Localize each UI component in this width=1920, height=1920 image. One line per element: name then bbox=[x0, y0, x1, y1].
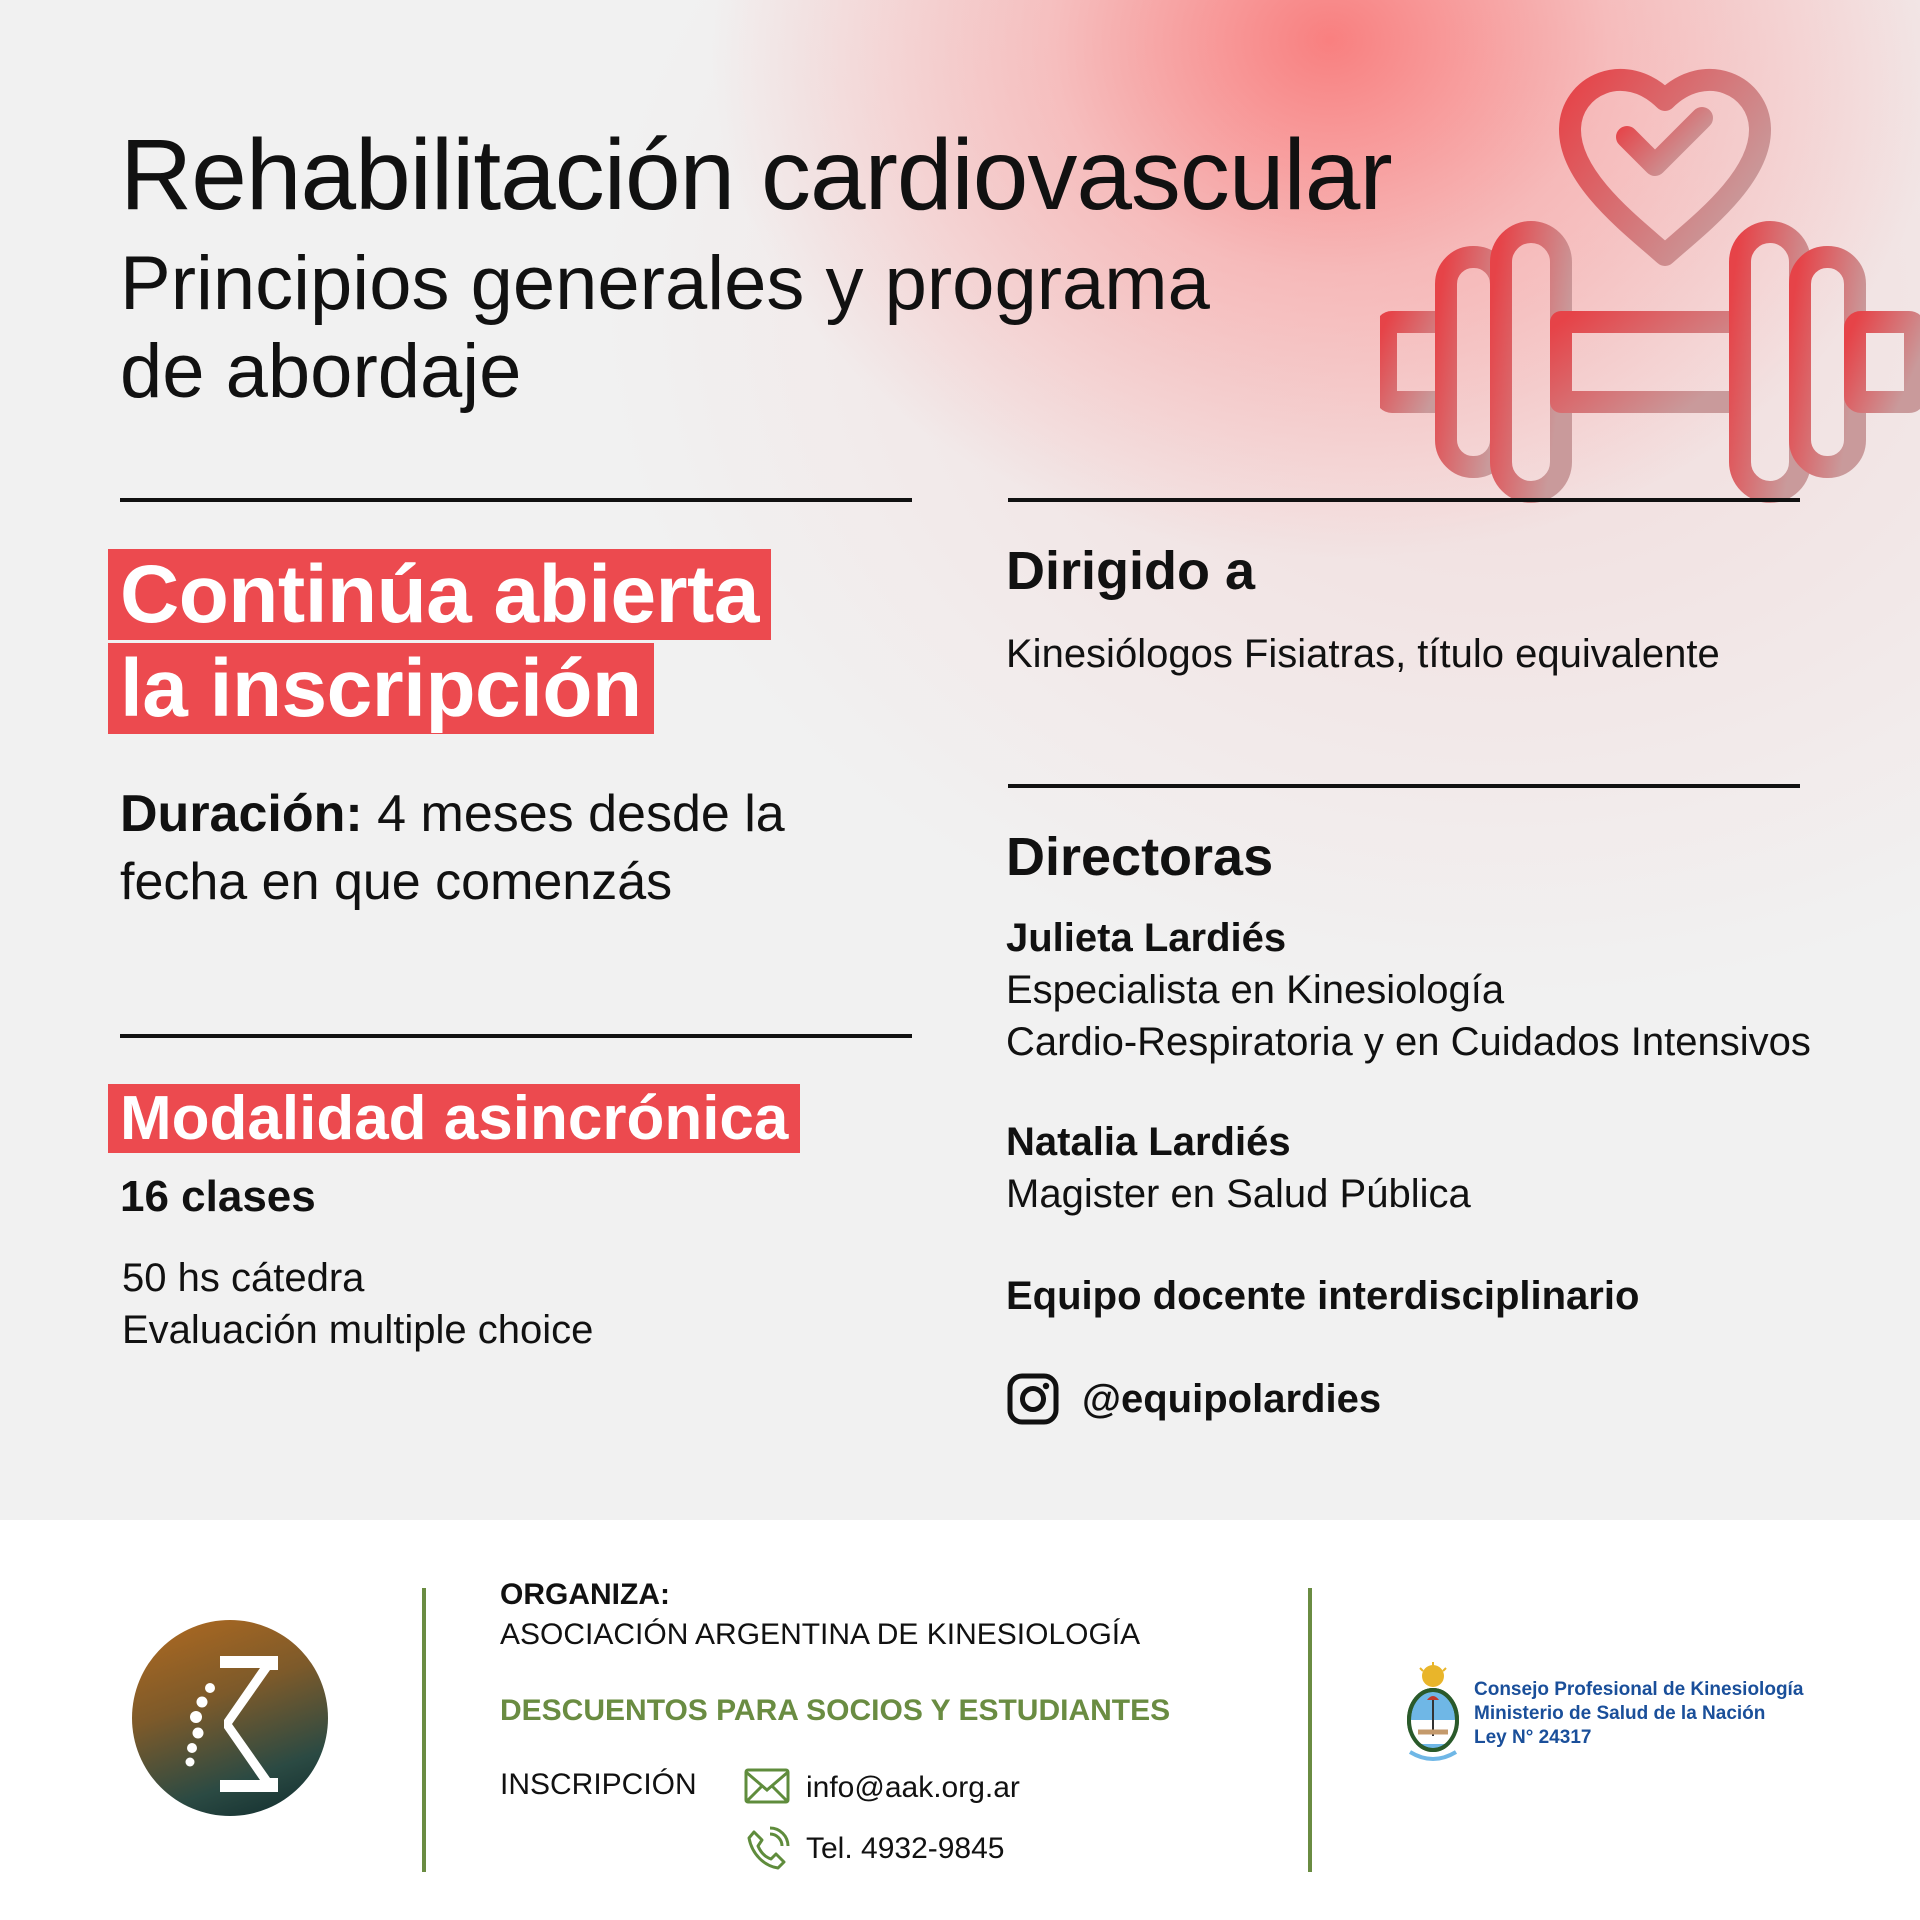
instagram-link[interactable] bbox=[1006, 1372, 1381, 1426]
envelope-icon bbox=[744, 1768, 790, 1804]
law-number: Ley N° 24317 bbox=[1474, 1727, 1592, 1748]
duration bbox=[120, 780, 860, 916]
inscripcion-label: INSCRIPCIÓN bbox=[500, 1768, 697, 1801]
duration-value: 4 meses desde la fecha en que comenzás bbox=[120, 785, 785, 911]
council-name: Consejo Profesional de Kinesiología bbox=[1474, 1679, 1804, 1700]
page-title: Rehabilitación cardiovascular bbox=[120, 119, 1392, 231]
director-title: Magister en Salud Pública bbox=[1006, 1172, 1471, 1216]
national-coat-of-arms-icon bbox=[1396, 1662, 1470, 1772]
phone-icon bbox=[744, 1826, 790, 1872]
discounts-text: DESCUENTOS PARA SOCIOS Y ESTUDIANTES bbox=[500, 1694, 1171, 1727]
ministry-name: Ministerio de Salud de la Nación bbox=[1474, 1703, 1766, 1724]
director-name: Julieta Lardiés bbox=[1006, 916, 1287, 960]
director-name: Natalia Lardiés bbox=[1006, 1120, 1291, 1164]
organiza-label: ORGANIZA: bbox=[500, 1578, 670, 1611]
course-details bbox=[122, 1252, 593, 1356]
instagram-handle: @equipolardies bbox=[1082, 1376, 1382, 1421]
hours-text: 50 hs cátedra bbox=[122, 1256, 365, 1300]
director-2 bbox=[1006, 1116, 1471, 1220]
duration-label: Duración: bbox=[120, 785, 363, 843]
association-logo bbox=[132, 1620, 328, 1816]
directors-heading: Directoras bbox=[1006, 827, 1274, 887]
enrollment-text: Continúa abierta la inscripción bbox=[108, 549, 771, 734]
director-1 bbox=[1006, 912, 1811, 1068]
classes-count: 16 clases bbox=[120, 1172, 316, 1221]
organiza-name: ASOCIACIÓN ARGENTINA DE KINESIOLOGÍA bbox=[500, 1618, 1141, 1651]
phone-number[interactable]: Tel. 4932-9845 bbox=[806, 1832, 1005, 1865]
email-link[interactable]: info@aak.org.ar bbox=[806, 1771, 1020, 1804]
divider bbox=[120, 498, 912, 502]
divider bbox=[1008, 498, 1800, 502]
director-title: Especialista en Kinesiología bbox=[1006, 968, 1505, 1012]
footer-divider bbox=[1308, 1588, 1312, 1872]
divider bbox=[1008, 784, 1800, 788]
audience-text: Kinesiólogos Fisiatras, título equivalente bbox=[1006, 632, 1720, 676]
evaluation-text: Evaluación multiple choice bbox=[122, 1308, 594, 1352]
footer-divider bbox=[422, 1588, 426, 1872]
team-text: Equipo docente interdisciplinario bbox=[1006, 1274, 1640, 1318]
audience-heading: Dirigido a bbox=[1006, 541, 1256, 601]
council-info bbox=[1474, 1678, 1803, 1750]
modality-banner bbox=[108, 1082, 800, 1156]
hourglass-spine-logo bbox=[132, 1620, 328, 1816]
enrollment-banner bbox=[108, 548, 828, 736]
instagram-icon bbox=[1006, 1372, 1060, 1426]
modality-text: Modalidad asincrónica bbox=[108, 1084, 800, 1153]
page-subtitle: Principios generales y programa de abordaje bbox=[120, 241, 1210, 414]
director-title: Cardio-Respiratoria y en Cuidados Intensivos bbox=[1006, 1020, 1811, 1064]
divider bbox=[120, 1034, 912, 1038]
heart-dumbbell-icon bbox=[1380, 60, 1920, 520]
